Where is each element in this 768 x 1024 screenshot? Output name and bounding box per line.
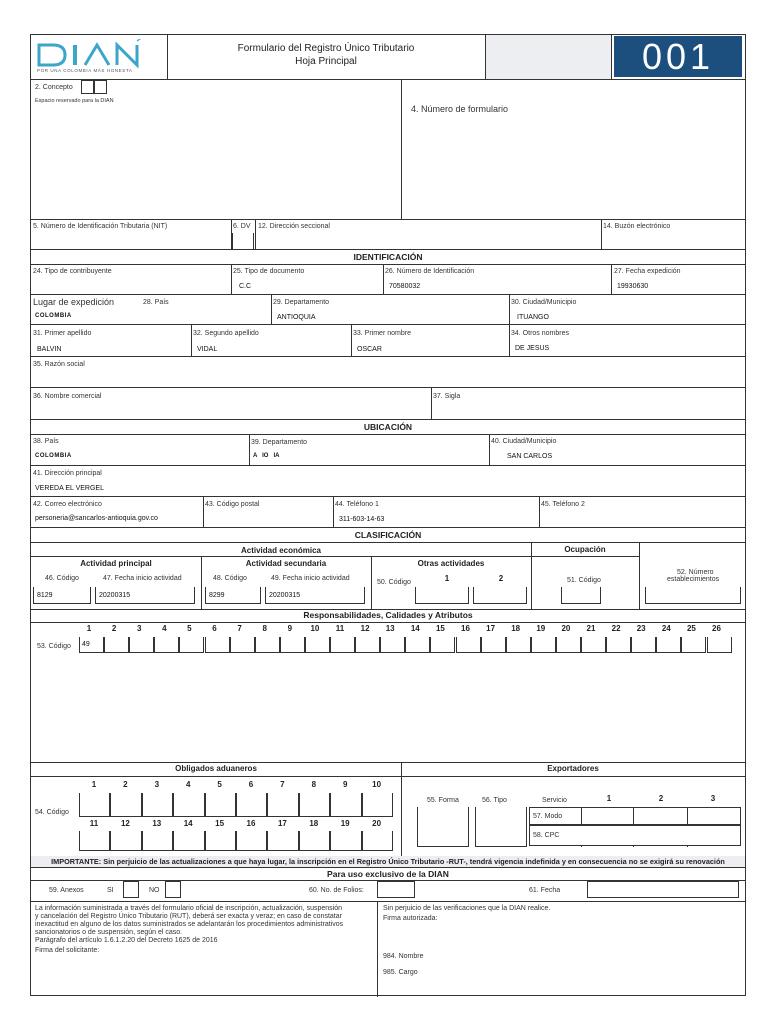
aduaneros-top-number: 3: [154, 780, 160, 789]
resp-column-number: 19: [536, 624, 546, 633]
codigo51-label: 51. Código: [567, 577, 601, 584]
aduaneros-code-box[interactable]: [173, 831, 204, 851]
codigo54-label: 54. Código: [35, 809, 69, 816]
telefono2-label: 45. Teléfono 2: [541, 501, 585, 508]
resp-column-number: 23: [636, 624, 646, 633]
aduaneros-code-box[interactable]: [205, 831, 236, 851]
fecha47-value: 20200315: [99, 592, 131, 599]
resp-code-box[interactable]: [380, 637, 405, 653]
aduaneros-top-number: 2: [123, 780, 128, 789]
uso-dian-title: Para uso exclusivo de la DIAN: [327, 869, 449, 879]
aduaneros-top-number: 10: [372, 780, 382, 789]
nit-label: 5. Número de Identificación Tributaria (NIT): [33, 223, 168, 230]
actividad-economica-label: Actividad económica: [240, 546, 322, 555]
dv-input[interactable]: [232, 233, 254, 249]
ubicacion-title: UBICACIÓN: [363, 422, 413, 432]
resp-column-number: 20: [561, 624, 571, 633]
footer-line-4: sancionatorios o de suspensión, según el caso.: [35, 929, 183, 936]
establecimientos-label-1: 52. Número: [677, 569, 714, 576]
rut-form: [30, 34, 746, 996]
aduaneros-code-box[interactable]: [362, 831, 393, 851]
servicio-1-label: 1: [606, 794, 612, 803]
aduaneros-code-box[interactable]: [110, 793, 141, 817]
ubicacion-departamento-value[interactable]: A IO IA: [253, 453, 280, 459]
resp-column-number: 9: [287, 624, 293, 633]
resp-code-box[interactable]: [255, 637, 280, 653]
resp-code-box[interactable]: [506, 637, 531, 653]
footer-line-2: y cancelación del Registro Único Tributario (RUT), deberá ser exacta y veraz; en caso de constatar: [35, 913, 342, 920]
folios-label: 60. No. de Folios:: [309, 887, 364, 894]
identificacion-title: IDENTIFICACIÓN: [353, 252, 423, 262]
forma-label: 55. Forma: [427, 797, 459, 804]
resp-code-value: 49: [82, 641, 90, 648]
resp-code-box[interactable]: [405, 637, 430, 653]
servicio-3-label: 3: [710, 794, 716, 803]
ciudad-label: 30. Ciudad/Municipio: [511, 299, 577, 306]
logo-tagline: POR UNA COLOMBIA MÁS HONESTA: [37, 68, 133, 73]
concepto-label: 2. Concepto: [35, 84, 73, 91]
firma-solicitante-label: Firma del solicitante:: [35, 947, 100, 954]
resp-column-number: 15: [435, 624, 445, 633]
codigo51-input[interactable]: [561, 587, 601, 604]
resp-column-number: 2: [111, 624, 117, 633]
aduaneros-bottom-number: 13: [152, 819, 162, 828]
fecha-expedicion-label: 27. Fecha expedición: [614, 268, 681, 275]
footer-line-5: Parágrafo del artículo 1.6.1.2.20 del Decreto 1625 de 2016: [35, 937, 218, 944]
importante-text: IMPORTANTE: Sin perjuicio de las actualizaciones a que haya lugar, la inscripción en el Registro Único Tributario -RUT-, tendrá vigencia indefinida y en consecuencia no se exigirá su renovación: [51, 857, 725, 866]
aduaneros-title: Obligados aduaneros: [175, 764, 257, 773]
aduaneros-code-box[interactable]: [267, 793, 298, 817]
pais-label: 28. País: [143, 299, 169, 306]
codigo50-input-1[interactable]: [415, 587, 469, 604]
pais-value[interactable]: COLOMBIA: [35, 313, 72, 319]
ocupacion-label: Ocupación: [564, 545, 606, 554]
ubicacion-ciudad-label: 40. Ciudad/Municipio: [491, 438, 557, 445]
responsabilidades-title: Responsabilidades, Calidades y Atributos: [303, 610, 473, 620]
segundo-apellido-value[interactable]: VIDAL: [197, 346, 218, 353]
lugar-expedicion-label: Lugar de expedición: [33, 297, 115, 307]
resp-code-box[interactable]: [430, 637, 455, 653]
resp-code-box[interactable]: [179, 637, 204, 653]
resp-code-box[interactable]: [481, 637, 506, 653]
aduaneros-code-box[interactable]: [362, 793, 393, 817]
tipo-documento-value[interactable]: C.C: [239, 283, 252, 290]
resp-column-number: 6: [212, 624, 217, 633]
primer-nombre-value[interactable]: OSCAR: [357, 346, 382, 353]
resp-column-number: 13: [385, 624, 395, 633]
reserved-label: Espacio reservado para la DIAN: [35, 98, 114, 104]
tipo-label: 56. Tipo: [482, 797, 507, 804]
nombre-comercial-label: 36. Nombre comercial: [33, 393, 102, 400]
ubicacion-pais-value[interactable]: COLOMBIA: [35, 453, 72, 459]
resp-code-box[interactable]: [154, 637, 179, 653]
fecha-expedicion-value[interactable]: 19930630: [617, 283, 649, 290]
codigo-postal-label: 43. Código postal: [205, 501, 260, 508]
dv-label: 6. DV: [233, 223, 251, 230]
buzon-label: 14. Buzón electrónico: [603, 223, 671, 230]
footer-right-line-1: Sin perjuicio de las verificaciones que la DIAN realice.: [383, 905, 551, 912]
resp-column-number: 7: [237, 624, 242, 633]
form-number: 001: [641, 35, 715, 77]
form-title-1: Formulario del Registro Único Tributario: [237, 43, 415, 54]
resp-column-number: 10: [310, 624, 320, 633]
aduaneros-code-box[interactable]: [267, 831, 298, 851]
aduaneros-code-box[interactable]: [110, 831, 141, 851]
resp-code-box[interactable]: [556, 637, 581, 653]
aduaneros-top-number: 4: [185, 780, 191, 789]
form-number-box: [614, 36, 742, 77]
fecha49-value: 20200315: [269, 592, 301, 599]
footer-disclaimer: [35, 905, 375, 955]
resp-column-number: 1: [86, 624, 92, 633]
resp-code-box[interactable]: [280, 637, 305, 653]
otros-nombres-label: 34. Otros nombres: [511, 330, 569, 337]
resp-column-number: 24: [661, 624, 671, 633]
anexos-label: 59. Anexos: [49, 887, 84, 894]
aduaneros-code-box[interactable]: [330, 831, 361, 851]
direccion-seccional-label: 12. Dirección seccional: [258, 223, 330, 230]
nombre984-label: 984. Nombre: [383, 953, 424, 960]
aduaneros-bottom-number: 17: [277, 819, 287, 828]
form-title-2: Hoja Principal: [295, 56, 357, 67]
razon-social-label: 35. Razón social: [33, 361, 85, 368]
aduaneros-bottom-number: 12: [120, 819, 130, 828]
resp-code-box[interactable]: [656, 637, 681, 653]
aduaneros-bottom-number: 19: [340, 819, 350, 828]
direccion-principal-label: 41. Dirección principal: [33, 470, 102, 477]
ubicacion-departamento-label: 39. Departamento: [251, 439, 308, 446]
actividad-principal-label: Actividad principal: [80, 559, 152, 568]
aduaneros-code-box[interactable]: [142, 793, 173, 817]
codigo50-label: 50. Código: [377, 579, 411, 586]
aduaneros-code-box[interactable]: [173, 793, 204, 817]
telefono1-value[interactable]: 311-603-14-63: [339, 516, 385, 523]
aduaneros-top-number: 9: [342, 780, 348, 789]
si-label: SI: [107, 887, 114, 894]
numero-id-value[interactable]: 70580032: [389, 283, 421, 290]
resp-code-box[interactable]: [230, 637, 255, 653]
aduaneros-code-box[interactable]: [330, 793, 361, 817]
ciudad-value[interactable]: ITUANGO: [517, 314, 549, 321]
actividad-secundaria-label: Actividad secundaria: [245, 559, 327, 568]
primer-apellido-label: 31. Primer apellido: [33, 330, 92, 337]
fecha49-label: 49. Fecha inicio actividad: [271, 575, 350, 582]
resp-code-box[interactable]: [104, 637, 129, 653]
fecha61-label: 61. Fecha: [529, 887, 561, 894]
resp-code-box[interactable]: [707, 637, 732, 653]
dian-logo: [33, 37, 165, 77]
aduaneros-bottom-number: 11: [89, 819, 99, 828]
aduaneros-top-number: 8: [311, 780, 317, 789]
modo-label: 57. Modo: [533, 813, 563, 820]
segundo-apellido-label: 32. Segundo apellido: [193, 330, 259, 337]
resp-column-number: 22: [611, 624, 621, 633]
resp-code-box[interactable]: [129, 637, 154, 653]
resp-code-box[interactable]: [205, 637, 230, 653]
resp-code-box[interactable]: [581, 637, 606, 653]
resp-code-box[interactable]: [606, 637, 631, 653]
aduaneros-bottom-number: 16: [246, 819, 256, 828]
departamento-value[interactable]: ANTIOQUIA: [277, 314, 316, 321]
codigo48-label: 48. Código: [213, 575, 247, 582]
forma-input[interactable]: [417, 807, 469, 847]
footer-line-1: La información suministrada a través del formulario oficial de inscripción, actualización, suspensión: [35, 905, 342, 912]
cpc-label: 58. CPC: [533, 832, 560, 839]
otras-actividades-label: Otras actividades: [417, 559, 485, 568]
firma-autorizada-label: Firma autorizada:: [383, 915, 438, 922]
resp-column-number: 8: [262, 624, 267, 633]
exportadores-title: Exportadores: [547, 764, 599, 773]
dian-logo-icon: [35, 39, 165, 69]
codigo46-label: 46. Código: [45, 575, 79, 582]
codigo46-value: 8129: [37, 592, 53, 599]
codigo53-label: 53. Código: [37, 643, 71, 650]
no-label: NO: [149, 887, 160, 894]
numero-id-label: 26. Número de Identificación: [385, 268, 475, 275]
aduaneros-code-box[interactable]: [236, 831, 267, 851]
footer-right: [383, 905, 743, 923]
resp-code-box[interactable]: [631, 637, 656, 653]
aduaneros-code-box[interactable]: [299, 793, 330, 817]
aduaneros-top-number: 6: [248, 780, 254, 789]
servicio-label: Servicio: [542, 797, 567, 804]
fecha61-input[interactable]: [587, 881, 739, 898]
aduaneros-bottom-number: 20: [372, 819, 382, 828]
resp-code-box[interactable]: [330, 637, 355, 653]
establecimientos-label-2: establecimientos: [667, 576, 720, 583]
aduaneros-code-box[interactable]: [299, 831, 330, 851]
otras-1-label: 1: [444, 574, 450, 583]
resp-column-number: 17: [486, 624, 496, 633]
aduaneros-top-number: 5: [217, 780, 222, 789]
aduaneros-code-box[interactable]: [236, 793, 267, 817]
aduaneros-code-box[interactable]: [79, 831, 110, 851]
resp-column-number: 18: [511, 624, 521, 633]
codigo48-value: 8299: [209, 592, 225, 599]
direccion-principal-value[interactable]: VEREDA EL VERGEL: [35, 485, 104, 492]
aduaneros-code-box[interactable]: [205, 793, 236, 817]
resp-code-box[interactable]: [355, 637, 380, 653]
clasificacion-title: CLASIFICACIÓN: [354, 530, 422, 540]
aduaneros-bottom-number: 18: [309, 819, 319, 828]
aduaneros-bottom-number: 14: [183, 819, 193, 828]
concepto-input-1[interactable]: [81, 80, 94, 94]
resp-column-number: 4: [162, 624, 167, 633]
aduaneros-code-box[interactable]: [79, 793, 110, 817]
correo-label: 42. Correo electrónico: [33, 501, 102, 508]
anexos-si-checkbox[interactable]: [123, 881, 139, 898]
resp-column-number: 21: [586, 624, 596, 633]
ubicacion-pais-label: 38. País: [33, 438, 59, 445]
correo-value[interactable]: personeria@sancarlos-antioquia.gov.co: [35, 515, 158, 522]
tipo-input[interactable]: [475, 807, 527, 847]
establecimientos-input[interactable]: [645, 587, 741, 604]
resp-code-box[interactable]: [305, 637, 330, 653]
tipo-documento-label: 25. Tipo de documento: [233, 268, 305, 275]
aduaneros-bottom-number: 15: [215, 819, 225, 828]
cpc-row[interactable]: [529, 825, 741, 846]
resp-code-box[interactable]: [456, 637, 481, 653]
anexos-no-checkbox[interactable]: [165, 881, 181, 898]
resp-code-box[interactable]: [531, 637, 556, 653]
aduaneros-top-number: 7: [280, 780, 285, 789]
otros-nombres-value[interactable]: DE JESUS: [515, 345, 550, 352]
departamento-label: 29. Departamento: [273, 299, 330, 306]
resp-column-number: 11: [335, 624, 345, 633]
resp-column-number: 26: [712, 624, 721, 633]
resp-column-number: 3: [136, 624, 142, 633]
folios-input[interactable]: [377, 881, 415, 898]
aduaneros-top-number: 1: [91, 780, 97, 789]
resp-column-number: 25: [686, 624, 696, 633]
resp-code-box[interactable]: [681, 637, 706, 653]
primer-apellido-value[interactable]: BALVIN: [37, 346, 62, 353]
sigla-label: 37. Sigla: [433, 393, 461, 400]
gray-header-cell: [486, 35, 611, 79]
tipo-contribuyente-label: 24. Tipo de contribuyente: [33, 268, 112, 275]
servicio-2-label: 2: [658, 794, 664, 803]
resp-column-number: 16: [461, 624, 470, 633]
resp-column-number: 5: [187, 624, 192, 633]
resp-column-number: 14: [410, 624, 420, 633]
codigo50-input-2[interactable]: [473, 587, 527, 604]
telefono1-label: 44. Teléfono 1: [335, 501, 379, 508]
ubicacion-ciudad-value[interactable]: SAN CARLOS: [507, 453, 553, 460]
primer-nombre-label: 33. Primer nombre: [353, 330, 411, 337]
cargo985-label: 985. Cargo: [383, 969, 418, 976]
concepto-input-2[interactable]: [94, 80, 107, 94]
numero-formulario-label: 4. Número de formulario: [411, 104, 509, 114]
fecha47-label: 47. Fecha inicio actividad: [103, 575, 182, 582]
footer-line-3: inexactitud en alguno de los datos suministrados se adelantarán los procedimientos administrativos: [35, 921, 344, 928]
otras-2-label: 2: [498, 574, 504, 583]
aduaneros-code-box[interactable]: [142, 831, 173, 851]
resp-column-number: 12: [360, 624, 370, 633]
